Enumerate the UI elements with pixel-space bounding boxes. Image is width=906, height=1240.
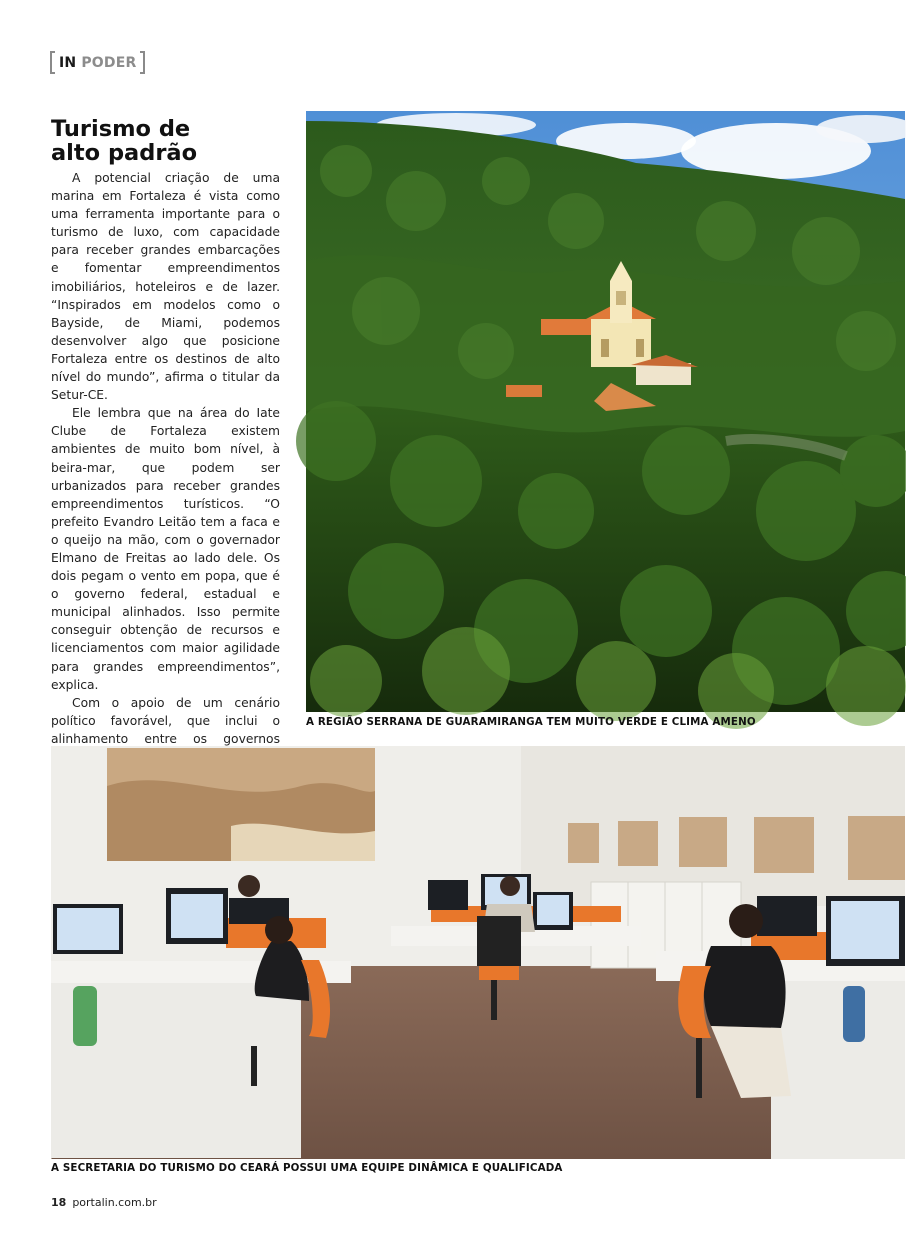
section-tag-text xyxy=(55,55,140,71)
section-tag-in: IN xyxy=(59,54,77,71)
article-paragraph: Com o apoio de um cenário político favorável, que inclui o alinhamento entre os governos xyxy=(51,695,280,746)
article-paragraph: A potencial criação de uma marina em Fortaleza é vista como uma ferramenta importante para o turismo de luxo, com capacidade para receber grandes embarcações e fomentar empreendimentos imobiliários, hoteleiros e de lazer. “Inspirados em modelos como o Bayside, de Miami, podemos desenvolver algo que posicione Fortaleza entre os destinos de alto nível do mundo”, afirma o titular da Setur-CE. xyxy=(51,171,280,403)
page-footer xyxy=(51,1196,157,1209)
page-number: 18 xyxy=(51,1196,67,1209)
office-caption: A SECRETARIA DO TURISMO DO CEARÁ POSSUI UMA EQUIPE DINÂMICA E QUALIFICADA xyxy=(51,1162,563,1174)
headline-line-2: alto padrão xyxy=(51,140,198,166)
article-paragraph: Ele lembra que na área do Iate Clube de Fortaleza existem ambientes de muito bom nível, à beira-mar, que podem ser urbanizados para receber grandes empreendimentos turísticos. “O prefeito Evandro Leitão tem a faca e o queijo na mão, com o governador Elmano de Freitas ao lado dele. Os dois pegam o vento em popa, que é o governo federal, estadual e municipal alinhados. Isso permite conseguir obtenção de recursos e licenciamentos com maior agilidade para grandes empreendimentos”, explica. xyxy=(51,406,280,692)
headline-line-1: Turismo de xyxy=(51,116,191,142)
tag-bracket-right xyxy=(140,51,145,74)
site-url: portalin.com.br xyxy=(72,1196,157,1209)
section-tag-poder: PODER xyxy=(81,54,137,71)
article-body xyxy=(51,169,280,746)
office-photo xyxy=(51,746,905,1159)
landscape-caption: A REGIÃO SERRANA DE GUARAMIRANGA TEM MUITO VERDE E CLIMA AMENO xyxy=(306,716,756,728)
section-tag xyxy=(50,51,145,74)
landscape-photo xyxy=(306,111,905,712)
article-headline xyxy=(51,117,286,165)
